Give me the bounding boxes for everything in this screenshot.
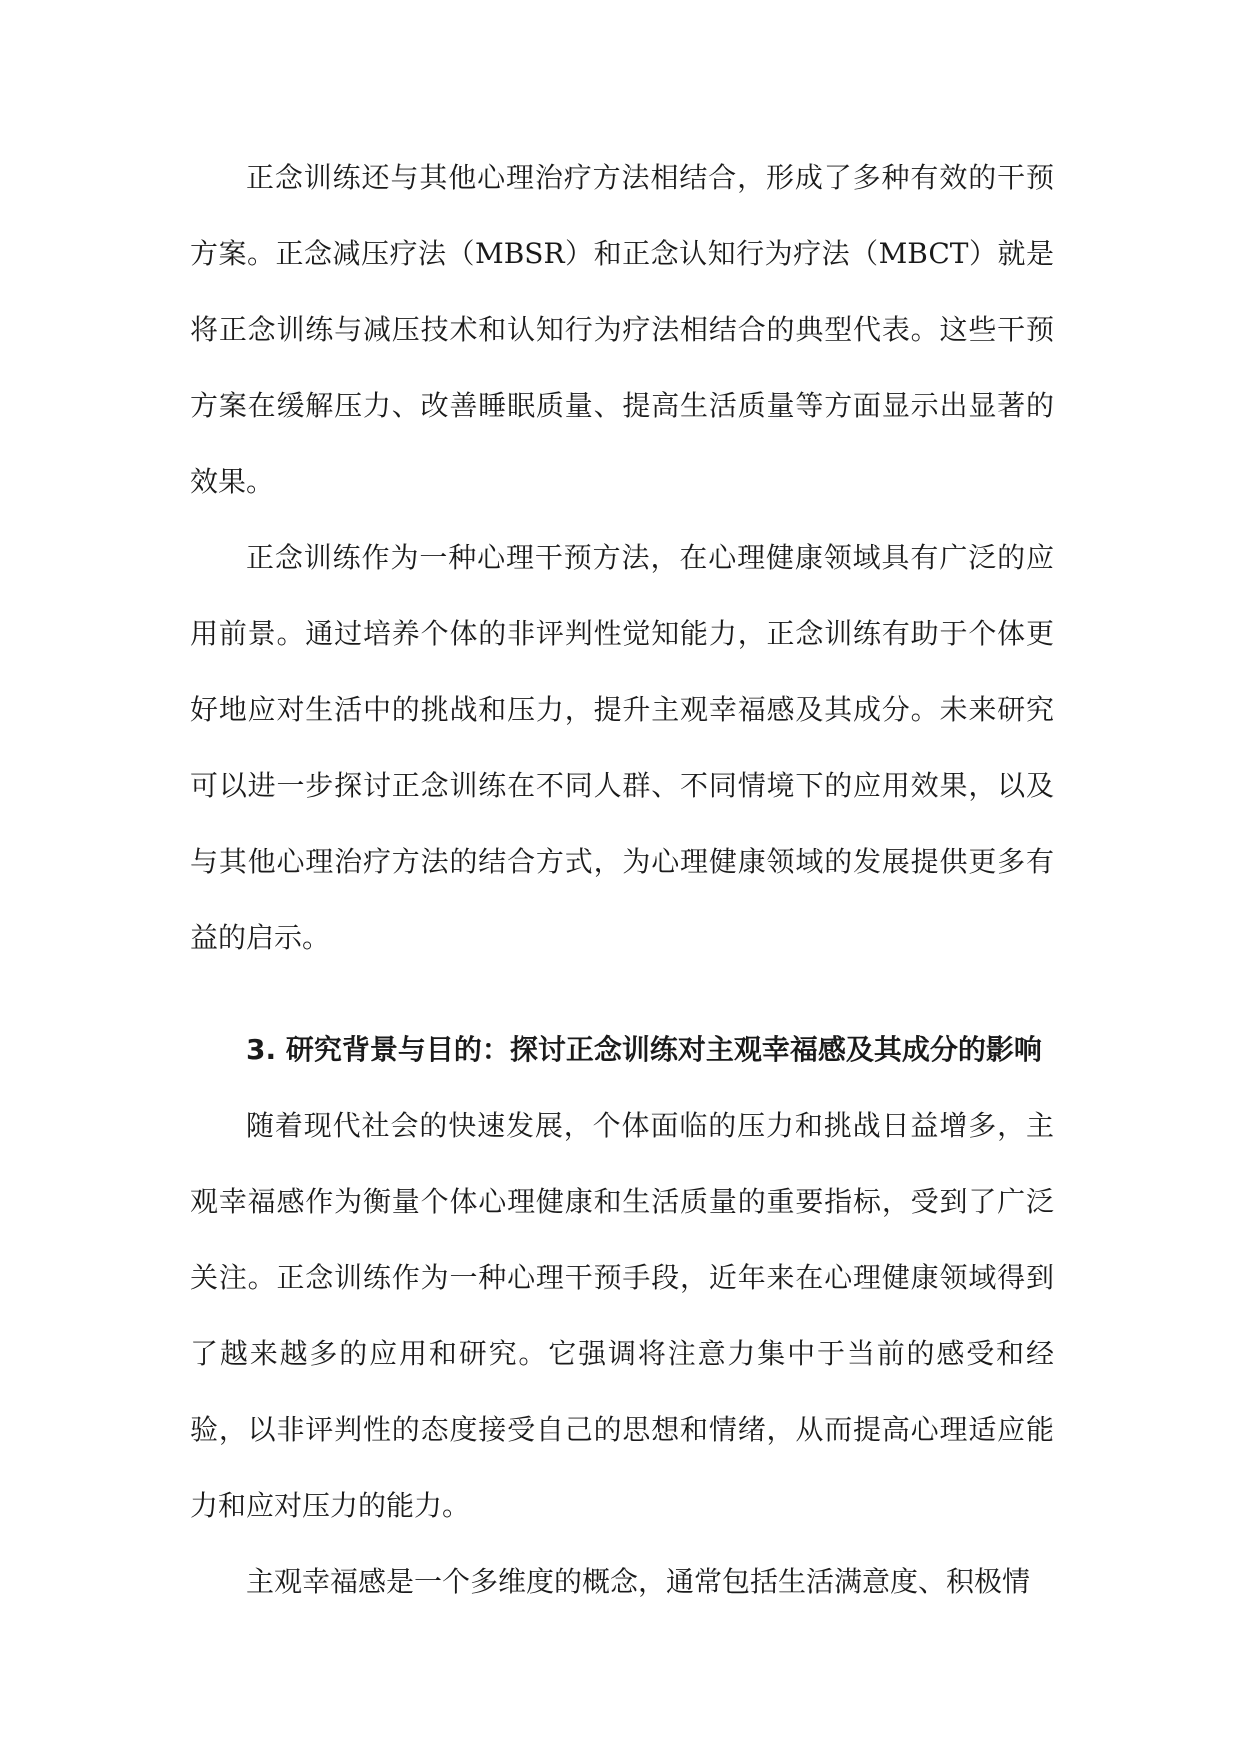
paragraph-mindfulness-combined-therapies: 正念训练还与其他心理治疗方法相结合，形成了多种有效的干预方案。正念减压疗法（MBSR）和正念认知行为疗法（MBCT）就是将正念训练与减压技术和认知行为疗法相结合的典型代表。这些干预方案在缓解压力、改善睡眠质量、提高生活质量等方面显示出显著的效果。 (190, 161, 1054, 498)
paragraph-research-background: 随着现代社会的快速发展，个体面临的压力和挑战日益增多，主观幸福感作为衡量个体心理健康和生活质量的重要指标，受到了广泛关注。正念训练作为一种心理干预手段，近年来在心理健康领域得到了越来越多的应用和研究。它强调将注意力集中于当前的感受和经验，以非评判性的态度接受自己的思想和情绪，从而提高心理适应能力和应对压力的能力。 (190, 1109, 1054, 1522)
section-heading: 3. 研究背景与目的：探讨正念训练对主观幸福感及其成分的影响 (246, 1033, 1042, 1066)
paragraph-subjective-wellbeing: 主观幸福感是一个多维度的概念，通常包括生活满意度、积极情 (246, 1565, 1031, 1598)
document-body (190, 140, 1054, 1620)
paragraph-mindfulness-prospects: 正念训练作为一种心理干预方法，在心理健康领域具有广泛的应用前景。通过培养个体的非评判性觉知能力，正念训练有助于个体更好地应对生活中的挑战和压力，提升主观幸福感及其成分。未来研究可以进一步探讨正念训练在不同人群、不同情境下的应用效果，以及与其他心理治疗方法的结合方式，为心理健康领域的发展提供更多有益的启示。 (190, 541, 1054, 954)
